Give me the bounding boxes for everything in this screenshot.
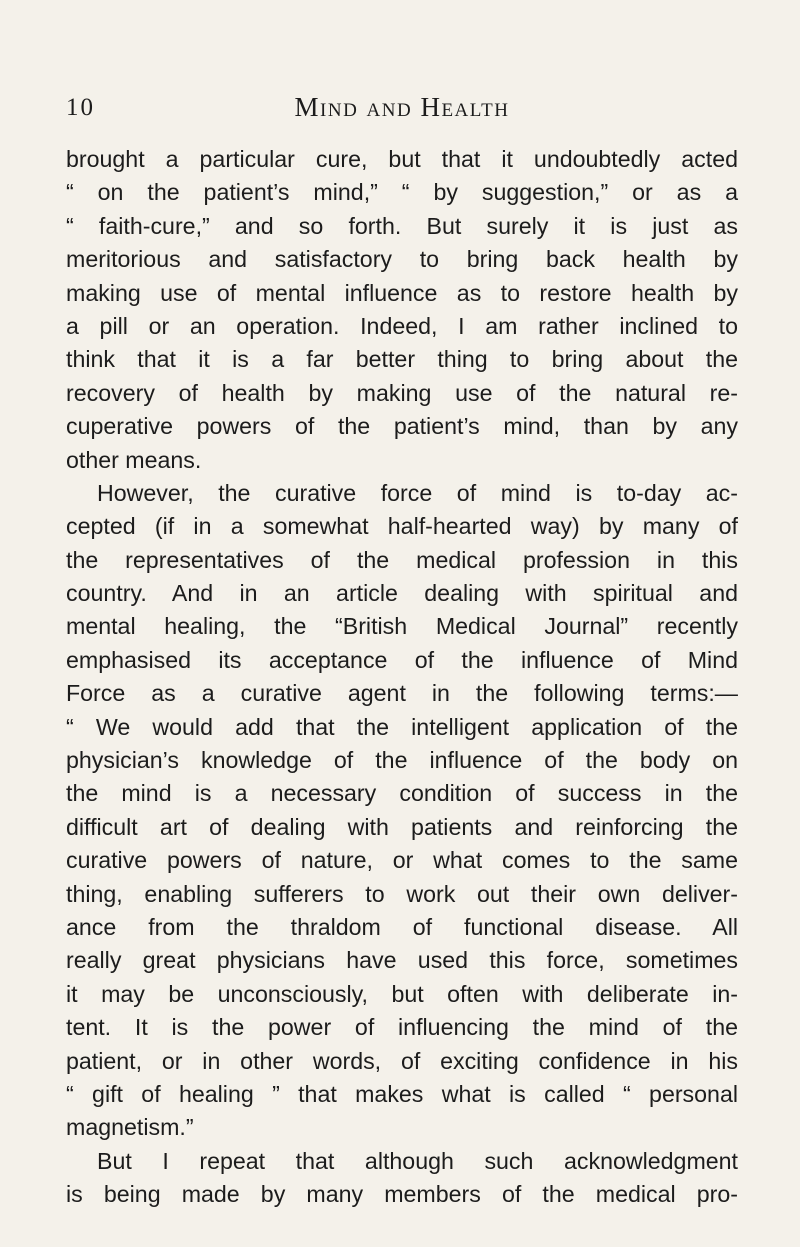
page-number: 10 xyxy=(66,94,95,121)
text-line: brought a particular cure, but that it undoubtedly acted xyxy=(66,146,738,172)
text-line: Force as a curative agent in the following terms:— xyxy=(66,680,738,707)
text-line: meritorious and satisfactory to bring back health by xyxy=(66,246,738,273)
text-line: is being made by many members of the medical pro- xyxy=(66,1181,738,1208)
paragraph xyxy=(66,143,738,477)
text-line: physician’s knowledge of the influence of the body on xyxy=(66,747,738,774)
text-line: think that it is a far better thing to bring about the xyxy=(66,346,738,373)
text-line: cepted (if in a somewhat half-hearted way) by many of xyxy=(66,513,738,540)
text-line: However, the curative force of mind is to-day ac- xyxy=(97,479,738,506)
text-line: “ on the patient’s mind,” “ by suggestion,” or as a xyxy=(66,179,738,206)
text-line: country. And in an article dealing with spiritual and xyxy=(66,580,738,607)
text-line: “ faith-cure,” and so forth. But surely it is just as xyxy=(66,212,738,239)
text-line: difficult art of dealing with patients and reinforcing the xyxy=(66,813,738,840)
paragraph xyxy=(66,1145,738,1212)
text-line: But I repeat that although such acknowledgment xyxy=(97,1147,738,1174)
text-line: other means. xyxy=(66,446,202,473)
running-title: Mind and Health xyxy=(294,92,510,122)
text-line: “ We would add that the intelligent application of the xyxy=(66,713,738,740)
text-line: patient, or in other words, of exciting confidence in his xyxy=(66,1047,738,1074)
text-line: a pill or an operation. Indeed, I am rather inclined to xyxy=(66,312,738,339)
text-line: cuperative powers of the patient’s mind, than by any xyxy=(66,413,738,440)
text-line: curative powers of nature, or what comes to the same xyxy=(66,847,738,874)
body-text xyxy=(66,143,738,1212)
text-line: tent. It is the power of influencing the mind of the xyxy=(66,1014,738,1041)
quotation-paragraph xyxy=(66,711,738,1145)
text-line: the mind is a necessary condition of success in the xyxy=(66,780,738,807)
text-line: emphasised its acceptance of the influence of Mind xyxy=(66,646,738,673)
text-line: recovery of health by making use of the natural re- xyxy=(66,379,738,406)
text-line: it may be unconsciously, but often with deliberate in- xyxy=(66,980,738,1007)
page-header xyxy=(66,92,738,132)
text-line: magnetism.” xyxy=(66,1114,194,1141)
text-line: “ gift of healing ” that makes what is called “ personal xyxy=(66,1080,738,1107)
text-line: ance from the thraldom of functional disease. All xyxy=(66,913,738,940)
text-line: really great physicians have used this force, sometimes xyxy=(66,947,738,974)
text-line: thing, enabling sufferers to work out their own deliver- xyxy=(66,880,738,907)
text-line: mental healing, the “British Medical Journal” recently xyxy=(66,613,738,640)
paragraph xyxy=(66,477,738,711)
text-line: making use of mental influence as to restore health by xyxy=(66,279,738,306)
text-line: the representatives of the medical profession in this xyxy=(66,546,738,573)
